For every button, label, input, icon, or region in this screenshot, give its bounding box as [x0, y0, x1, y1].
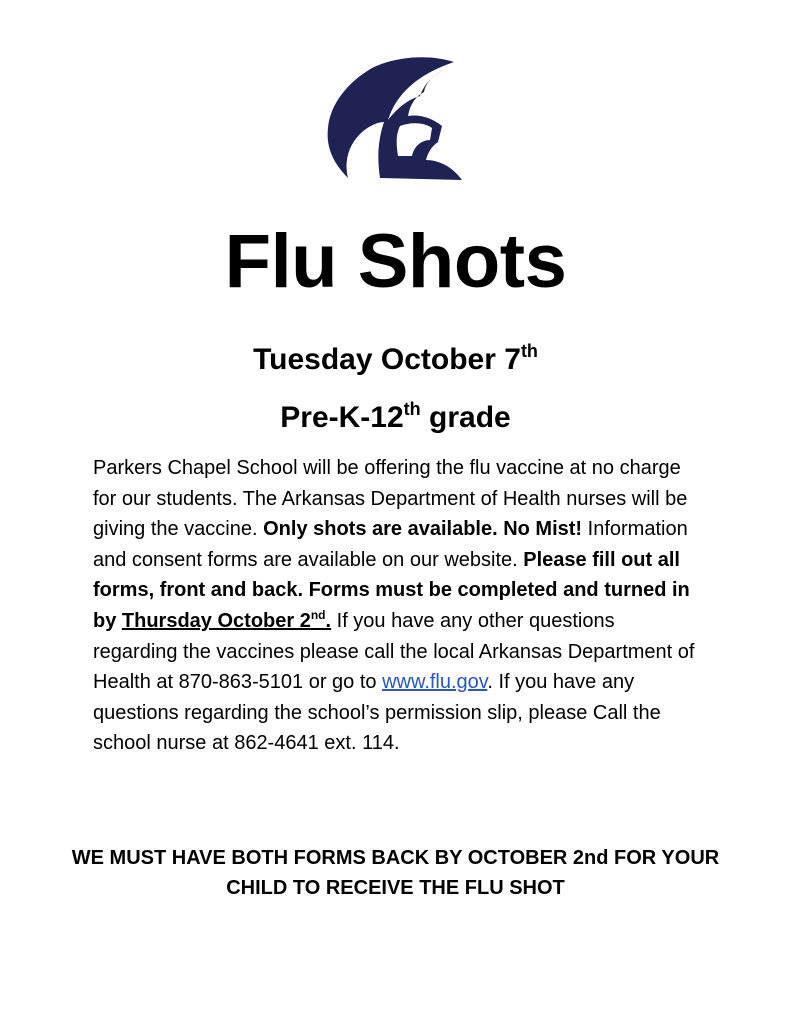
event-date-suffix: th	[520, 341, 538, 361]
grade-suffix: th	[403, 399, 421, 419]
deadline-period: .	[325, 609, 332, 632]
info-intro: Parkers Chapel School will be offering the flu vaccine at no charge for our students. The Arkansas Department of Health nurses will be giving the vaccine.	[93, 457, 688, 541]
forms-deadline-notice: WE MUST HAVE BOTH FORMS BACK BY OCTOBER 2nd FOR YOUR CHILD TO RECEIVE THE FLU SHOT	[71, 847, 720, 899]
info-forms-available: Information and consent forms are available on our website.	[93, 518, 688, 571]
spartan-helmet-icon	[326, 56, 466, 180]
flu-gov-link[interactable]: www.flu.gov	[382, 671, 488, 694]
deadline-date	[121, 607, 332, 632]
info-contact-health: If you have any other questions regarding the vaccines please call the local Arkansas Department of Health at 870-863-5101 or go to	[93, 609, 695, 694]
grade-word: grade	[420, 401, 511, 434]
deadline-text: Thursday October 2	[121, 609, 311, 632]
info-contact-nurse: . If you have any questions regarding the school’s permission slip, please Call the school nurse at 862-4641 ext. 114.	[93, 671, 661, 755]
grade-range	[0, 398, 791, 438]
info-shots-only: Only shots are available. No Mist!	[263, 518, 583, 541]
event-date	[0, 340, 791, 380]
deadline-suffix: nd	[310, 607, 326, 622]
page-title: Flu Shots	[224, 219, 567, 304]
grade-prefix: Pre-K-12	[280, 401, 404, 434]
info-forms-required: Please fill out all forms, front and back. Forms must be completed and turned in by	[93, 548, 690, 632]
event-date-text: Tuesday October 7	[253, 343, 521, 376]
info-paragraph	[93, 453, 699, 759]
